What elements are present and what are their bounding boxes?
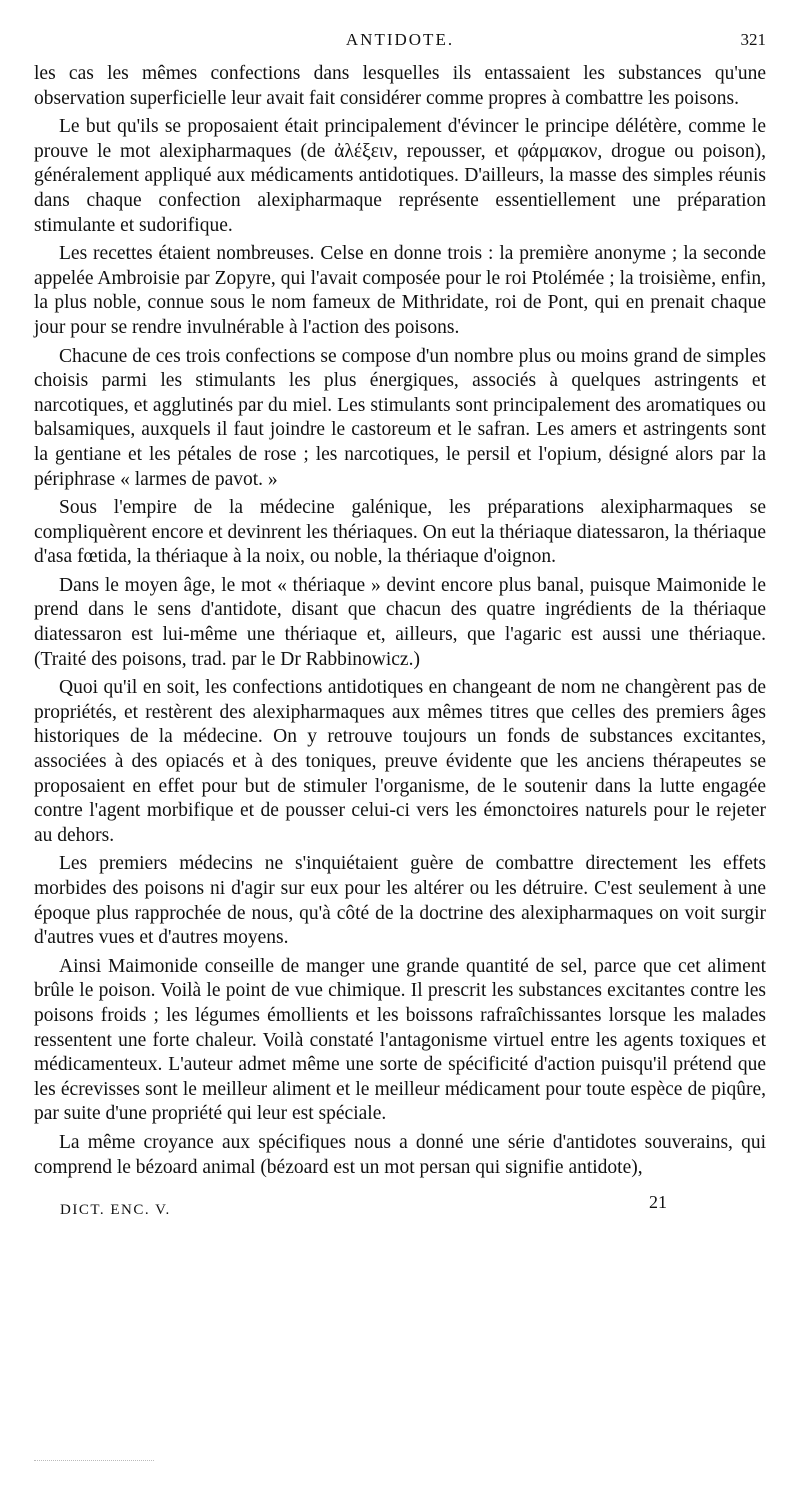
page-number: 321 xyxy=(740,30,766,49)
paragraph: La même croyance aux spécifiques nous a donné une série d'antidotes souverains, qui comprend le bézoard animal (bézoard est un mot persan qui signifie antidote), xyxy=(34,1131,766,1178)
page-footer xyxy=(34,1192,766,1222)
text-body xyxy=(34,62,766,1180)
paragraph: Dans le moyen âge, le mot « thériaque » devint encore plus banal, puisque Maimonide le prend dans le sens d'antidote, disant que chacun des quatre ingrédients de la thériaque diatessaron est lui-même une thériaque et, ailleurs, que l'agaric est aussi une thériaque. (Traité des poisons, trad. par le Dr Rabbinowicz.) xyxy=(34,574,766,670)
paragraph: Les premiers médecins ne s'inquiétaient guère de combattre directement les effets morbides des poisons ni d'agir sur eux pour les altérer ou les détruire. C'est seulement à une époque plus rapprochée de nous, qu'à côté de la doctrine des alexipharmaques on voit surgir d'autres vues et d'autres moyens. xyxy=(34,853,766,949)
running-title: ANTIDOTE. xyxy=(345,30,455,49)
document-page xyxy=(34,30,766,1222)
scan-artifact xyxy=(34,1460,154,1461)
sheet-number: 21 xyxy=(649,1192,667,1213)
paragraph: Chacune de ces trois confections se compose d'un nombre plus ou moins grand de simples choisis parmi les stimulants les plus énergiques, associés à quelques astringents et narcotiques, et agglutinés par du miel. Les stimulants sont principalement des aromatiques ou balsamiques, auxquels il faut joindre le castoreum et le safran. Les amers et astringents sont la gentiane et les pétales de rose ; les narcotiques, le persil et l'opium, désigné alors par la périphrase « larmes de pavot. » xyxy=(34,345,766,490)
paragraph: Sous l'empire de la médecine galénique, les préparations alexipharmaques se compliquèrent encore et devinrent les thériaques. On eut la thériaque diatessaron, la thériaque d'asa fœtida, la thériaque à la noix, ou noble, la thériaque d'oignon. xyxy=(34,497,766,568)
paragraph: Ainsi Maimonide conseille de manger une grande quantité de sel, parce que cet aliment brûle le poison. Voilà le point de vue chimique. Il prescrit les substances excitantes contre les poisons froids ; les légumes émollients et les boissons rafraîchissantes lorsque les malades ressentent une forte chaleur. Voilà constaté l'antagonisme virtuel entre les agents toxiques et médicamenteux. L'auteur admet même une sorte de spécificité d'action puisqu'il prétend que les écrevisses sont le meilleur aliment et le meilleur médicament pour toute espèce de piqûre, par suite d'une propriété qui leur est spéciale. xyxy=(34,955,766,1125)
paragraph: Quoi qu'il en soit, les confections antidotiques en changeant de nom ne changèrent pas de propriétés, et restèrent des alexipharmaques aux mêmes titres que celles des premiers âges historiques de la médecine. On y retrouve toujours un fonds de substances excitantes, associées à des opiacés et à des toniques, preuve évidente que les anciens thérapeutes se proposaient en effet pour but de stimuler l'organisme, de le soutenir dans la lutte engagée contre l'agent morbifique et de pousser celui-ci vers les émonctoires naturels pour le rejeter au dehors. xyxy=(34,677,766,846)
paragraph: les cas les mêmes confections dans lesquelles ils entassaient les substances qu'une observation superficielle leur avait fait considérer comme propres à combattre les poisons. xyxy=(34,63,766,109)
paragraph: Les recettes étaient nombreuses. Celse en donne trois : la première anonyme ; la seconde appelée Ambroisie par Zopyre, qui l'avait composée pour le roi Ptolémée ; la troisième, enfin, la plus noble, connue sous le nom fameux de Mithridate, roi de Pont, qui en prenait chaque jour pour se rendre invulnérable à l'action des poisons. xyxy=(34,243,766,338)
running-header xyxy=(34,30,766,56)
signature-mark: DICT. ENC. V. xyxy=(60,1202,171,1219)
paragraph: Le but qu'ils se proposaient était principalement d'évincer le principe délétère, comme le prouve le mot alexipharmaques (de ἀλέξειν, repousser, et φάρμακον, drogue ou poison), généralement appliqué aux médicaments antidotiques. D'ailleurs, la masse des simples réunis dans chaque confection alexipharmaque représente essentiellement une préparation stimulante et sudorifique. xyxy=(34,116,766,236)
